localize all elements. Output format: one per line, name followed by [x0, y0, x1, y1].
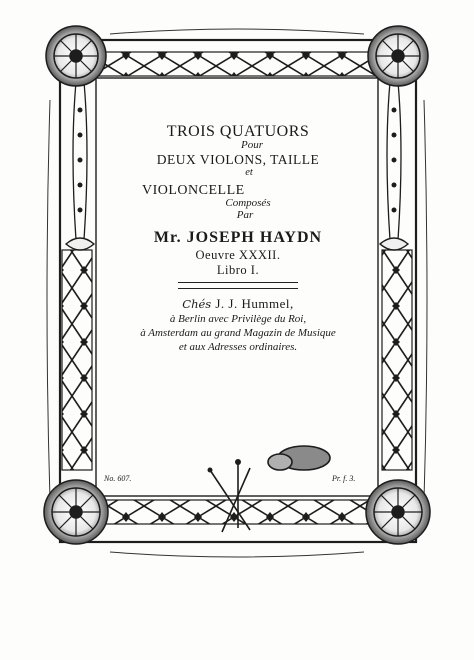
- title-line-trois-quatuors: TROIS QUATUORS: [166, 123, 310, 140]
- title-line-instruments: DEUX VIOLONS, TAILLE: [156, 152, 320, 167]
- ornamental-rule: [118, 282, 358, 289]
- book-number: Libro I.: [216, 262, 260, 277]
- plate-number: No. 607.: [104, 474, 132, 483]
- address-amsterdam: à Amsterdam au grand Magazin de Musique: [140, 327, 336, 339]
- opus-number: Oeuvre XXXII.: [195, 248, 281, 262]
- publisher-name: J. J. Hummel,: [215, 296, 294, 311]
- publisher-line: [118, 297, 358, 311]
- address-ordinaires: et aux Adresses ordinaires.: [178, 341, 298, 353]
- price-mark: Pr. f. 3.: [332, 474, 356, 483]
- title-line-par: Par: [236, 209, 254, 221]
- composer-name: Mr. JOSEPH HAYDN: [153, 229, 323, 246]
- address-berlin: à Berlin avec Privilège du Roi,: [169, 313, 307, 325]
- title-line-violoncelle: VIOLONCELLE: [142, 183, 245, 198]
- title-line-et: et: [245, 166, 253, 178]
- title-text-block: [118, 118, 358, 353]
- title-line-pour: Pour: [241, 139, 263, 151]
- title-line-composes: Composés: [225, 197, 271, 209]
- publisher-prefix: Chés: [182, 297, 212, 311]
